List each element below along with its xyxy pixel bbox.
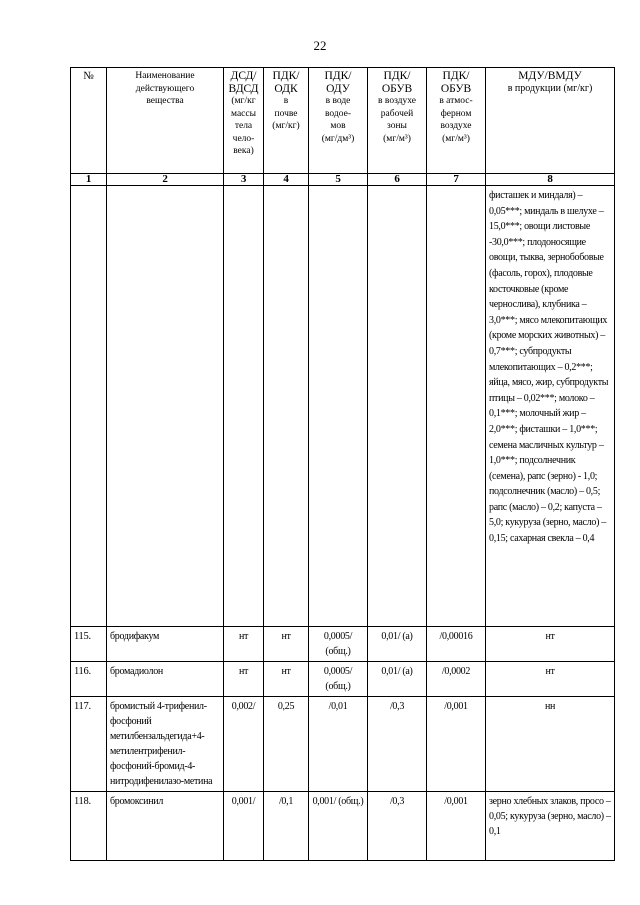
mrl-value: нн: [486, 697, 615, 792]
row-number: 118.: [71, 792, 107, 861]
substance-name: бродифакум: [107, 627, 224, 662]
header-name: Наименование действующего вещества: [107, 68, 224, 174]
cell-empty: [71, 186, 107, 627]
column-number: 8: [486, 174, 615, 186]
mrl-value: нт: [486, 662, 615, 697]
substance-name: бромадиолон: [107, 662, 224, 697]
table-row: [71, 697, 615, 792]
pdk-soil-value: нт: [264, 627, 309, 662]
table-row: [71, 662, 615, 697]
pdk-soil-value: нт: [264, 662, 309, 697]
header-pdk-soil: ПДК/ ОДК в почве (мг/кг): [264, 68, 309, 174]
table-row: [71, 792, 615, 861]
page-number: 22: [313, 38, 327, 53]
pdk-work-air-value: /0,3: [368, 792, 427, 861]
pdk-atm-air-value: /0,001: [427, 792, 486, 861]
cell-empty: [224, 186, 264, 627]
header-pdk-work-air: ПДК/ ОБУВ в воздухе рабочей зоны (мг/м³): [368, 68, 427, 174]
dsd-value: нт: [224, 627, 264, 662]
pdk-soil-value: 0,25: [264, 697, 309, 792]
column-number: 2: [107, 174, 224, 186]
table-row: [71, 627, 615, 662]
cell-empty: [368, 186, 427, 627]
header-num: №: [71, 68, 107, 174]
column-number: 5: [309, 174, 368, 186]
cell-empty: [264, 186, 309, 627]
dsd-value: 0,002/: [224, 697, 264, 792]
column-number: 4: [264, 174, 309, 186]
mrl-value: зерно хлебных злаков, просо – 0,05; кукуруза (зерно, масло) – 0,1: [486, 792, 615, 861]
header-pdk-water: ПДК/ ОДУ в воде водое- мов (мг/дм³): [309, 68, 368, 174]
dsd-value: 0,001/: [224, 792, 264, 861]
column-number: 7: [427, 174, 486, 186]
header-row: [71, 68, 615, 174]
pdk-work-air-value: 0,01/ (а): [368, 662, 427, 697]
pdk-atm-air-value: /0,0002: [427, 662, 486, 697]
pdk-soil-value: /0,1: [264, 792, 309, 861]
substance-name: бромистый 4-трифенил-фосфоний метилбензальдегида+4-метилентрифенил-фосфоний-бромид-4-нитродифенилазо-метина: [107, 697, 224, 792]
pdk-water-value: 0,0005/ (общ.): [309, 662, 368, 697]
row-number: 117.: [71, 697, 107, 792]
column-number: 1: [71, 174, 107, 186]
pdk-work-air-value: /0,3: [368, 697, 427, 792]
row-number: 115.: [71, 627, 107, 662]
continuation-row: [71, 186, 615, 627]
pdk-water-value: 0,001/ (общ.): [309, 792, 368, 861]
pdk-atm-air-value: /0,00016: [427, 627, 486, 662]
cell-empty: [427, 186, 486, 627]
column-number: 6: [368, 174, 427, 186]
header-dsd: ДСД/ ВДСД (мг/кг массы тела чело- века): [224, 68, 264, 174]
header-pdk-atm-air: ПДК/ ОБУВ в атмос- ферном воздухе (мг/м³): [427, 68, 486, 174]
pdk-work-air-value: 0,01/ (а): [368, 627, 427, 662]
column-number-row: [71, 174, 615, 186]
pdk-water-value: 0,0005/ (общ.): [309, 627, 368, 662]
mrl-value: нт: [486, 627, 615, 662]
substance-name: бромоксинил: [107, 792, 224, 861]
header-mrl: МДУ/ВМДУ в продукции (мг/кг): [486, 68, 615, 174]
pdk-atm-air-value: /0,001: [427, 697, 486, 792]
pesticide-table: [70, 67, 615, 861]
continuation-mrl-cell: фисташек и миндаля) – 0,05***; миндаль в шелухе – 15,0***; овощи листовые -30,0***; плодоносящие овощи, тыква, зернобобовые (фасоль, горох), плодовые косточковые (кроме чернослива), клубника – 3,0***; мясо млекопитающих (кроме морских животных) – 0,7***; субпродукты млекопитающих – 0,2***; яйца, мясо, жир, субпродукты птицы – 0,02***; молоко – 0,1***; молочный жир – 2,0***; фисташки – 1,0***; семена масличных культур – 1,0***; подсолнечник (семена), рапс (зерно) - 1,0; подсолнечник (масло) – 0,5; рапс (масло) – 0,2; капуста – 5,0; кукуруза (зерно, масло) – 0,15; сахарная свекла – 0,4: [486, 186, 615, 627]
column-number: 3: [224, 174, 264, 186]
cell-empty: [309, 186, 368, 627]
pdk-water-value: /0,01: [309, 697, 368, 792]
cell-empty: [107, 186, 224, 627]
row-number: 116.: [71, 662, 107, 697]
dsd-value: нт: [224, 662, 264, 697]
